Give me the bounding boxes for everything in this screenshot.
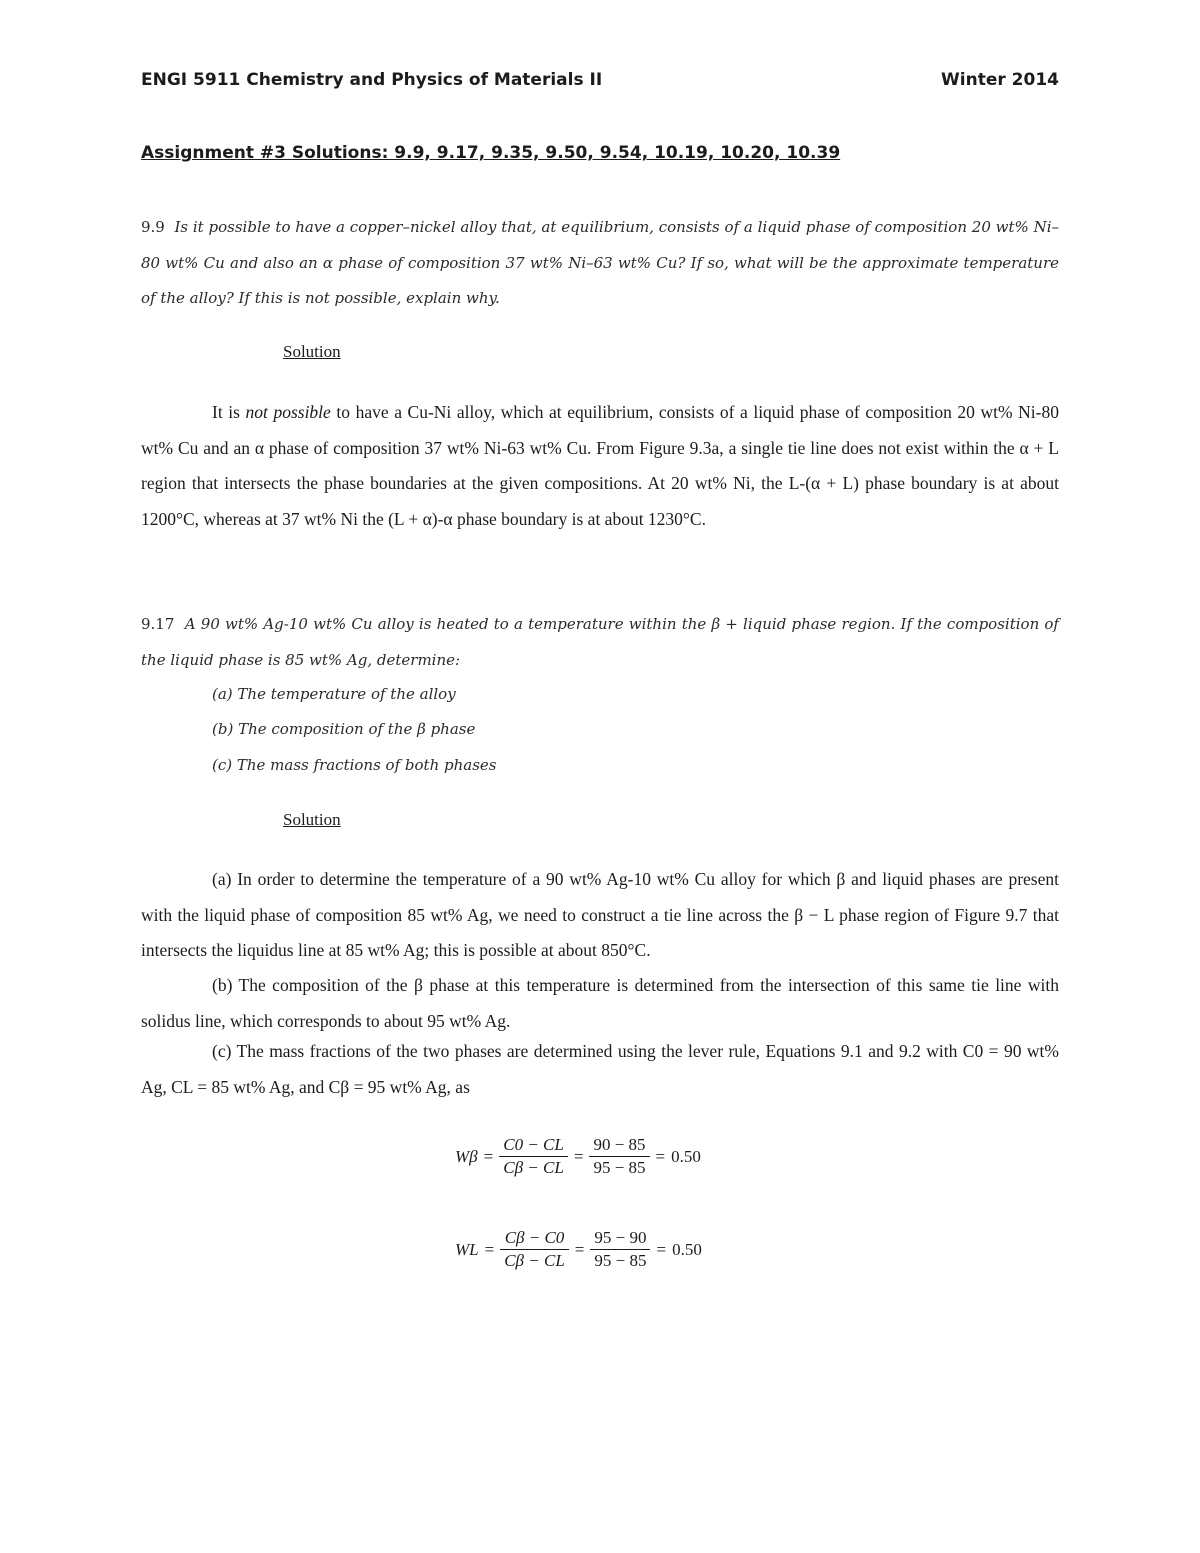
answer-part-b: (b) The composition of the β phase at this temperature is determined from the intersection of this same tie line with solidus line, which corresponds to about 95 wt% Ag.	[141, 975, 1059, 1031]
question-part-b: (b) The composition of the β phase	[212, 720, 476, 738]
numeric-fraction: $\frac{95 - 90}{95 - 85}$	[590, 1228, 650, 1271]
problem-number: 9.17	[141, 615, 175, 633]
equation-w-l: WL = $\frac{C\beta - C0}{C\beta - CL}$ = $\frac{95 - 90}{95 - 85}$ = 0.50	[455, 1228, 702, 1270]
question-text: A 90 wt% Ag-10 wt% Cu alloy is heated to a temperature within the β + liquid phase region. If the composition of the liquid phase is 85 wt% Ag, determine:	[141, 615, 1059, 669]
problem-number: 9.9	[141, 218, 165, 236]
assignment-title: Assignment #3 Solutions: 9.9, 9.17, 9.35, 9.50, 9.54, 10.19, 10.20, 10.39	[141, 143, 841, 163]
solution-heading: Solution	[283, 342, 341, 361]
equation-lhs: Wβ	[455, 1146, 478, 1166]
answer-part-c: (c) The mass fractions of the two phases are determined using the lever rule, Equations 9.1 and 9.2 with C0 = 90 wt% Ag, CL = 85 wt% Ag, and Cβ = 95 wt% Ag, as	[141, 1041, 1059, 1097]
question-part-a: (a) The temperature of the alloy	[212, 685, 456, 703]
page-header	[141, 70, 1059, 96]
equation-lhs: WL	[455, 1239, 479, 1259]
equation-w-beta: Wβ = $\frac{C0 - CL}{C\beta - CL}$ = $\frac{90 - 85}{95 - 85}$ = 0.50	[455, 1135, 701, 1177]
term-label: Winter 2014	[941, 70, 1059, 90]
answer-text: to have a Cu-Ni alloy, which at equilibrium, consists of a liquid phase of composition 20 wt% Ni-80 wt% Cu and an α phase of composition 37 wt% Ni-63 wt% Cu. From Figure 9.3a, a single tie line does not exist within the α + L region that intersects the phase boundaries at the given compositions. At 20 wt% Ni, the L-(α + L) phase boundary is at about 1200°C, whereas at 37 wt% Ni the (L + α)-α phase boundary is at about 1230°C.	[141, 402, 1059, 529]
answer-lead: It is	[212, 402, 246, 422]
problem-9-9-question	[141, 210, 1059, 317]
problem-9-9-answer	[141, 395, 1059, 537]
problem-9-17-question	[141, 607, 1059, 678]
equation-result: 0.50	[671, 1146, 701, 1166]
symbolic-fraction: $\frac{C0 - CL}{C\beta - CL}$	[499, 1135, 568, 1178]
answer-part-a: (a) In order to determine the temperature of a 90 wt% Ag-10 wt% Cu alloy for which β and liquid phases are present with the liquid phase of composition 85 wt% Ag, we need to construct a tie line across the β − L phase region of Figure 9.7 that intersects the liquidus line at 85 wt% Ag; this is possible at about 850°C.	[141, 869, 1059, 960]
solution-heading: Solution	[283, 810, 341, 829]
equation-result: 0.50	[672, 1239, 702, 1259]
numeric-fraction: $\frac{90 - 85}{95 - 85}$	[589, 1135, 649, 1178]
answer-emphasis: not possible	[245, 402, 331, 422]
symbolic-fraction: $\frac{C\beta - C0}{C\beta - CL}$	[500, 1228, 569, 1271]
question-text: Is it possible to have a copper–nickel alloy that, at equilibrium, consists of a liquid phase of composition 20 wt% Ni–80 wt% Cu and also an α phase of composition 37 wt% Ni–63 wt% Cu? If so, what will be the approximate temperature of the alloy? If this is not possible, explain why.	[141, 218, 1060, 307]
question-part-c: (c) The mass fractions of both phases	[212, 756, 497, 774]
course-title: ENGI 5911 Chemistry and Physics of Materials II	[141, 70, 603, 90]
